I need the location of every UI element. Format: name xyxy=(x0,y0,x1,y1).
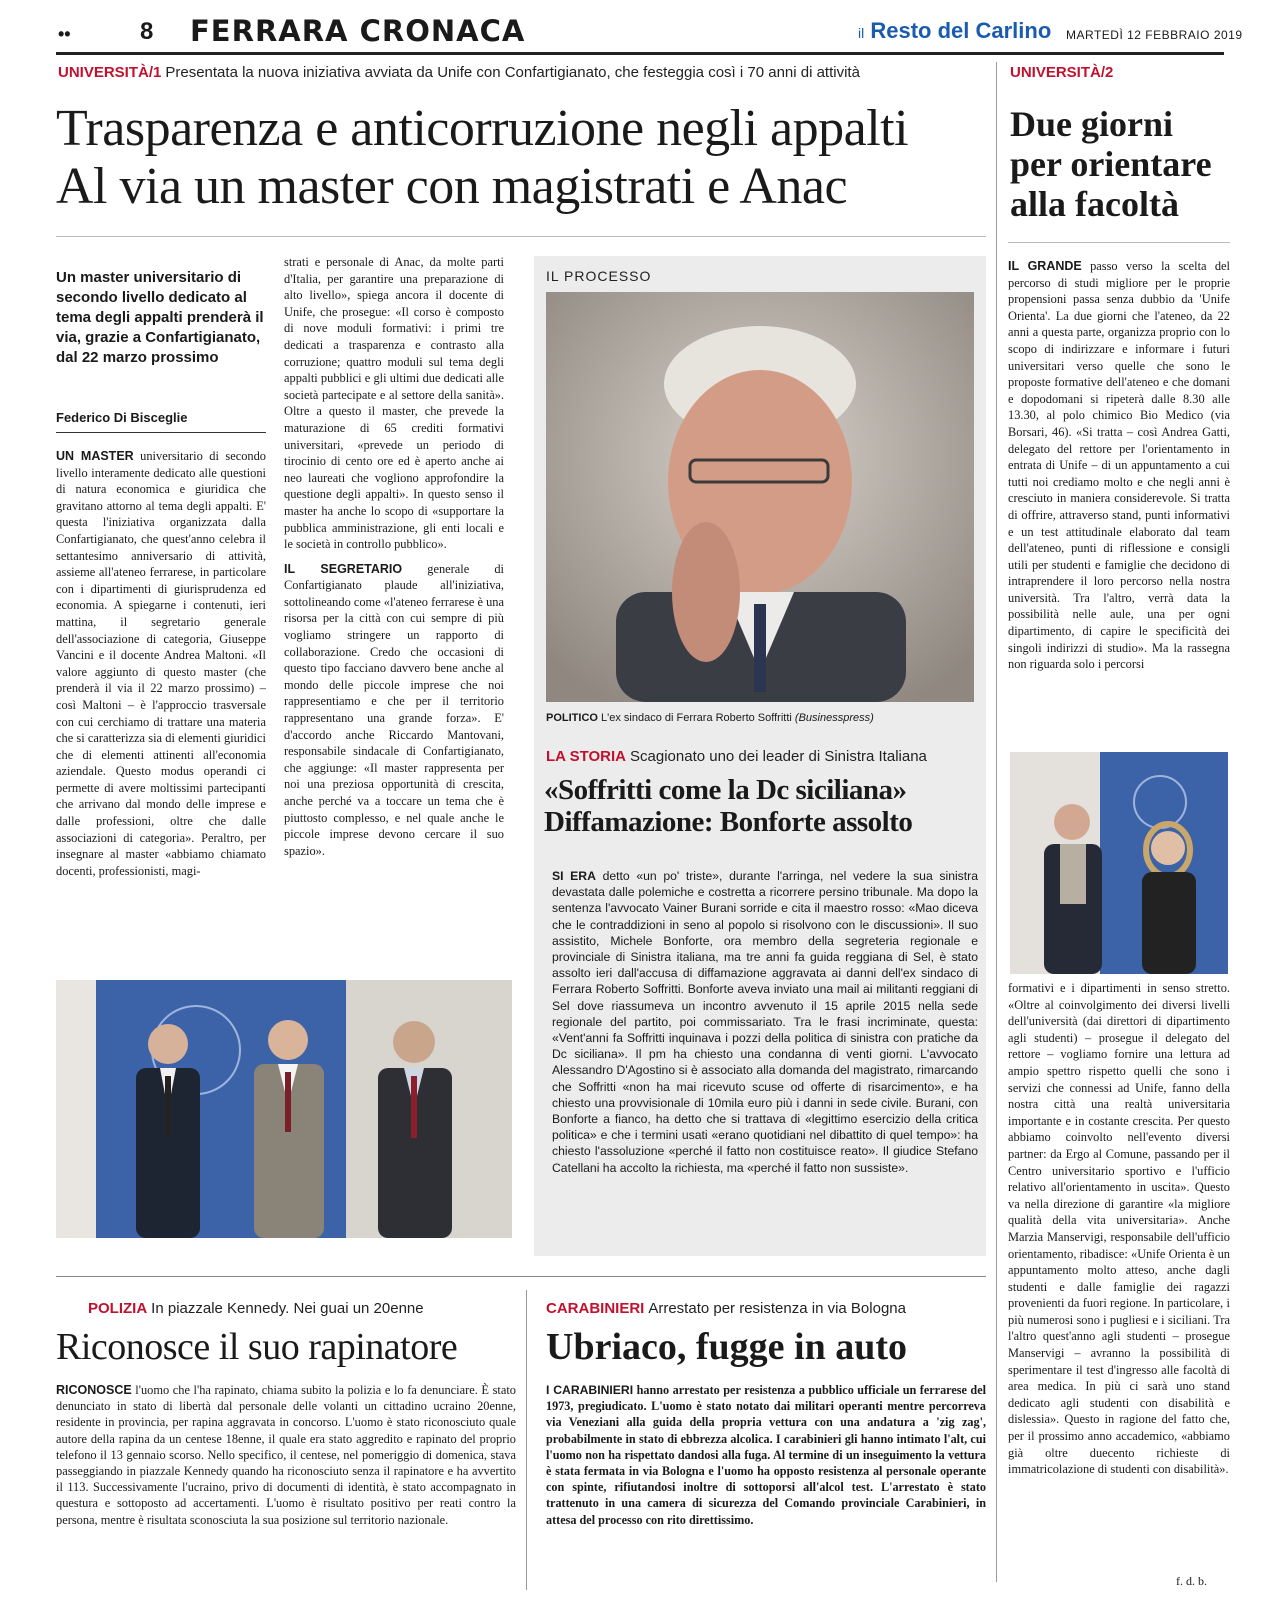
main-lead: UN MASTER xyxy=(56,449,134,463)
main-headline-line1: Trasparenza e anticorruzione negli appalti xyxy=(56,100,909,157)
page-number: 8 xyxy=(140,18,154,45)
master-presentation-photo xyxy=(56,980,512,1238)
column-divider xyxy=(996,62,997,1582)
main-column-2 xyxy=(284,254,504,859)
main-column-1-text: universitario di secondo livello interamente dedicato alle questioni di natura economica e giuridica che gravitano attorno al tema degli appalti. E' questa l'iniziativa organizzata dalla Confartigianato, che quest'anno celebra il settantesimo anniversario di attività, assieme all'ateneo ferrarese, in particolare con i dipartimenti di giurisprudenza ed economia. A spiegarne i contenuti, ieri mattina, il segretario generale dell'associazione di categoria, Giuseppe Vancini e il docente Andrea Maltoni. «Il valore aggiunto di questo master (che prenderà il via il 22 marzo prossimo) – così Maltoni – è l'approccio trasversale con cui cerchiamo di trattare una materia che si caratterizza sia di elementi giuridici che di elementi attinenti all'economia aziendale. Questo modus operandi ci permette di avere moltissimi partecipanti che arrivano dal mondo delle imprese e dalle professioni, oltre che dalle associazioni di categoria». Peraltro, per insegnare al master «abbiamo chiamato docenti, professionisti, magi- xyxy=(56,449,266,878)
storia-lead: SI ERA xyxy=(552,869,596,883)
section-title: FERRARA CRONACA xyxy=(190,14,526,48)
processo-kicker: IL PROCESSO xyxy=(546,268,652,284)
polizia-headline: Riconosce il suo rapinatore xyxy=(56,1326,458,1368)
polizia-kicker-text: In piazzale Kennedy. Nei guai un 20enne xyxy=(151,1300,424,1317)
caption-label: POLITICO xyxy=(546,712,598,724)
side-kicker: UNIVERSITÀ/2 xyxy=(1010,64,1114,81)
carabinieri-lead: I CARABINIERI xyxy=(546,1383,634,1397)
main-column-2-text2: generale di Confartigianato plaude all'iniziativa, sottolineando come «l'ateneo ferrarese è una risorsa per la città con cui sempre di più vogliamo stringere un rapporto di collaborazione. Credo che occasioni di questo tipo facciano davvero bene anche al mondo delle piccole imprese che noi rappresentiamo e che per il territorio rappresentano una grande forza». E' d'accordo anche Riccardo Mantovani, responsabile sindacale di Confartigianato, che aggiunge: «Il master rappresenta per noi una preziosa opportunità di crescita, anche perché va a toccare un tema che è piuttosto complesso, e nel quale anche le piccole imprese devono cercare il suo spazio». xyxy=(284,561,505,858)
storia-headline xyxy=(544,774,984,838)
main-kicker-label: UNIVERSITÀ/1 xyxy=(58,64,162,81)
caption-credit: (Businesspress) xyxy=(794,712,874,724)
side-text-1: passo verso la scelta del percorso di studi migliore per le proprie propensioni passa senza dubbio da 'Unife Orienta'. La due giorni che l'ateneo, da 22 anni a questa parte, organizza proprio con lo scopo di indirizzare e informare i futuri universitari verso quelle che sono le proposte formative dell'ateneo e che domani e dopodomani si ripeterà dalle 8.30 alle 13.30, al polo chimico Bio Medico (via Borsari, 46). «Si tratta – così Andrea Gatti, delegato del rettore per l'orientamento in entrata di Unife – di un appuntamento a cui tutti noi crediamo molto e che negli anni è cresciuto in maniera considerevole. Si tratta di offrire, attraverso stand, punti informativi e un test attitudinale elaborato dal team dell'ateneo, punti di riflessione e consigli utili per studenti e famiglie che decidono di intraprendere il loro percorso nella nostra università. Tra l'altro, verrà data la possibilità nelle aule, una per ogni dipartimento, di capire le specificità dei singoli indirizzi di studio». Ma la rassegna non riguarda solo i percorsi xyxy=(1008,259,1230,672)
standfirst: Un master universitario di secondo livello dedicato al tema degli appalti prenderà il via, grazie a Confartigianato, dal 22 marzo prossimo xyxy=(56,269,264,366)
side-column-1 xyxy=(1008,258,1230,673)
byline-rule xyxy=(56,432,266,433)
bottom-rule xyxy=(56,1276,986,1277)
carabinieri-kicker-text: Arrestato per resistenza in via Bologna xyxy=(648,1300,906,1317)
main-headline xyxy=(56,100,996,216)
carabinieri-kicker-label: CARABINIERI xyxy=(546,1300,645,1317)
main-column-2-text: strati e personale di Anac, da molte parti d'Italia, per garantire una preparazione di alto livello», spiega ancora il docente di Unife, che prosegue: «Il corso è composto di nove moduli formativi: i primi tre dedicati a trasparenza e contrasto alla corruzione; quattro moduli sul tema degli appalti pubblici e gli ultimi due dedicati alle società partecipate e al settore della sanità». Oltre a questo il master, che prevede la maturazione di 65 crediti formativi universitari, «prevede un periodo di tirocinio di cento ore ed è aperto anche ai neo laureati che vogliono approfondire la questione degli appalti». In questo senso il master ha anche lo scopo di «supportare la pubblica amministrazione, gli enti locali e le società in controllo pubblico». xyxy=(284,255,504,552)
main-column-1 xyxy=(56,448,266,879)
issue-date: MARTEDÌ 12 FEBBRAIO 2019 xyxy=(1066,28,1243,42)
side-column-2: formativi e i dipartimenti in senso stretto. «Oltre al coinvolgimento dei diversi livelli dell'università (dai direttori di dipartimento agli studenti) – prosegue il delegato del rettore – vogliamo fornire una lettura ad ampio spettro rispetto quelli che sono i servizi che connessi ad Unife, fanno della nostra città una realtà universitaria importante e in costante crescita. Per questo abbiamo coinvolto nell'evento diversi partner: da Ergo al Comune, passando per il Centro universitario sportivo e l'ufficio relativo all'orientamento in uscita». Questo va nella direzione di garantire «la migliore qualità della vita universitaria». Anche Marzia Manservigi, responsabile dell'ufficio orientamento, ribadisce: «Unife Orienta è un appuntamento molto atteso, anche dagli studenti e dalle famiglie dei ragazzi provenienti da fuori regione. In particolare, i più numerosi sono i pugliesi e i siciliani. Tra l'altro quest'anno agli studenti – prosegue Manservigi – avranno la possibilità di sperimentare il test d'ingresso alle facoltà di area medica. In più ci sarà uno stand dedicato agli studenti con disabilità e dislessia». Questo in ragione del fatto che, per il prossimo anno accademico, «abbiamo già oltre duecento richieste di immatricolazione di studenti con disabilità». xyxy=(1008,981,1230,1477)
main-kicker xyxy=(58,64,988,82)
storia-kicker xyxy=(546,748,927,766)
polizia-body xyxy=(56,1382,516,1528)
headline-rule xyxy=(56,236,986,237)
carabinieri-text: hanno arrestato per resistenza a pubblico ufficiale un ferrarese del 1973, pregiudicato. L'uomo è stato notato dai militari operanti mentre percorreva via Veneziani alla guida della propria vettura con una andatura a 'zig zag', probabilmente in stato di ebbrezza alcolica. I carabinieri gli hanno intimato l'alt, cui l'uomo non ha rispettato dandosi alla fuga. Al termine di un inseguimento la vettura è stata fermata in via Bologna e l'uomo ha opposto resistenza al personale operante con spinte, rifiutandosi inoltre di sottoporsi all'alcol test. L'arrestato è stato trattenuto in una camera di sicurezza del Comando provinciale Carabinieri, in attesa del processo con rito direttissimo. xyxy=(546,1383,987,1527)
carabinieri-kicker xyxy=(546,1300,906,1318)
logo-name: Resto del Carlino xyxy=(870,18,1052,43)
page-marker: •• xyxy=(58,24,71,44)
carabinieri-body xyxy=(546,1382,986,1528)
side-lead: IL GRANDE xyxy=(1008,259,1082,273)
storia-body xyxy=(552,868,978,1176)
main-headline-line2: Al via un master con magistrati e Anac xyxy=(56,158,848,215)
polizia-kicker-label: POLIZIA xyxy=(88,1300,148,1317)
header-rule xyxy=(56,52,1224,55)
carabinieri-headline: Ubriaco, fugge in auto xyxy=(546,1326,907,1368)
orientamento-photo xyxy=(1010,752,1228,974)
polizia-lead: RICONOSCE xyxy=(56,1383,132,1397)
bottom-column-divider xyxy=(526,1290,527,1590)
side-headline: Due giorni per orientare alla facoltà xyxy=(1010,104,1212,224)
polizia-kicker xyxy=(88,1300,424,1318)
byline: Federico Di Bisceglie xyxy=(56,410,188,425)
main-kicker-text: Presentata la nuova iniziativa avviata da Unife con Confartigianato, che festeggia così i 70 anni di attività xyxy=(165,64,860,81)
storia-kicker-text: Scagionato uno dei leader di Sinistra Italiana xyxy=(630,748,927,765)
storia-kicker-label: LA STORIA xyxy=(546,748,627,765)
logo-prefix: il xyxy=(858,25,865,41)
storia-headline-line1: «Soffritti come la Dc siciliana» xyxy=(544,774,907,806)
newspaper-logo xyxy=(858,18,1051,44)
side-signature: f. d. b. xyxy=(1176,1574,1207,1588)
photo-caption xyxy=(546,712,976,724)
side-headline-rule xyxy=(1008,242,1230,243)
soffritti-portrait-photo xyxy=(546,292,974,702)
polizia-text: l'uomo che l'ha rapinato, chiama subito la polizia e lo fa denunciare. È stato denunciato in stato di libertà dal personale delle volanti un cittadino ucraino 20enne, residente in provincia, per rapina aggravata in concorso. L'uomo è stato riconosciuto quale autore della rapina da un centese 18enne, il quale era stato aggredito e rapinato del proprio telefono il 13 gennaio scorso. Nello specifico, il centese, nel pomeriggio di domenica, stava passeggiando in piazzale Kennedy quando ha riconosciuto senza il rapinatore e ha avvertito il 113. Successivamente l'ucraino, privo di documenti di identità, è stato accompagnato in questura e sottoposto ad accertamenti. L'uomo è risultato positivo per reati contro la persona, mentre è risultata sconosciuta la sua posizione sul territorio nazionale. xyxy=(56,1383,516,1527)
storia-headline-line2: Diffamazione: Bonforte assolto xyxy=(544,806,913,838)
caption-text: L'ex sindaco di Ferrara Roberto Soffritti xyxy=(601,712,792,724)
main-lead-2: IL SEGRETARIO xyxy=(284,561,403,576)
storia-text: detto «un po' triste», durante l'arringa, nel vedere la sua sinistra devastata dalle polemiche e costretta a ricorrere persino tribunale. Ma dopo la sentenza l'avvocato Vainer Burani sorride e cita il maestro rosso: «Mao diceva che le contraddizioni in seno al popolo si risolvono con le discussioni». Il suo assistito, Michele Bonforte, ora membro della segreteria regionale e provinciale di Sinistra italiana, ma tre anni fa guida reggiana di Sel, è stato assolto ieri dall'accusa di diffamazione aggravata ai danni dell'ex sindaco di Ferrara Roberto Soffritti. Bonforte aveva inviato una mail ai militanti reggiani di Sel dove riassumeva un incontro avvenuto il 15 aprile 2015 nella sede regionale del partito, poi commissariato. Tra le frasi incriminate, questa: «Vent'anni fa Soffritti inquinava i pozzi della politica di sinistra con pratiche da Dc siciliana». Il pm ha chiesto una condanna di venti giorni. L'avvocato Alessandro D'Agostino si è associato alla domanda del magistrato, rimarcando che Soffritti «non ha mai ricevuto scuse od offerte di risarcimento», e ha chiesto una provvisionale di 10mila euro più i danni in sede civile. Burani, con Bonforte a fianco, ha detto che si trattava di «legittimo esercizio della critica politica» e che i termini usati «erano quotidiani nel dibattito di quel tempo»: ha chiesto l'assoluzione «perché il fatto non costituisce reato». Il giudice Stefano Catellani ha accolto la richiesta, ma «perché il fatto non sussiste». xyxy=(552,869,978,1175)
